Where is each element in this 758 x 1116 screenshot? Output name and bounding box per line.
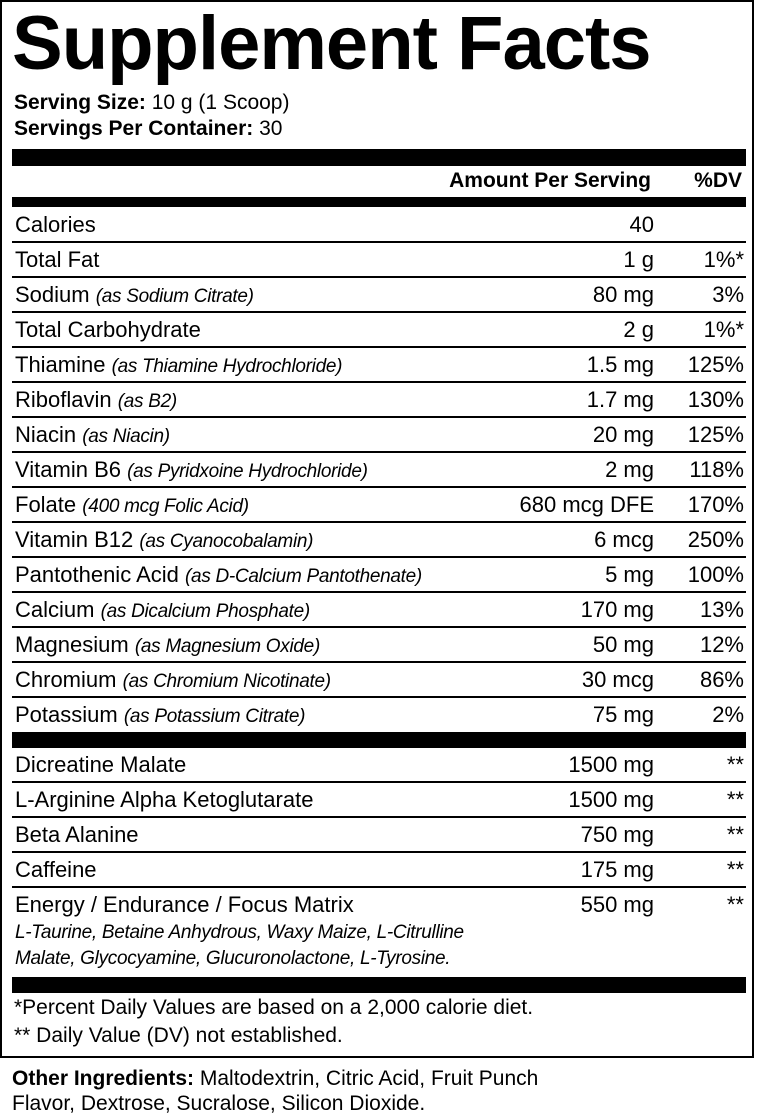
nutrient-amount: 680 mcg DFE	[519, 492, 654, 517]
nutrient-dv: 3%	[712, 282, 744, 307]
amount-per-serving-header: Amount Per Serving	[449, 169, 651, 192]
nutrient-name	[15, 628, 320, 664]
nutrient-name	[15, 348, 342, 384]
table-row	[12, 453, 746, 488]
nutrient-amount: 30 mcg	[581, 667, 654, 692]
nutrient-label: Total Fat	[15, 247, 100, 272]
nutrient-name: Energy / Endurance / Focus Matrix	[15, 892, 354, 917]
nutrient-source: (as Potassium Citrate)	[123, 706, 306, 727]
nutrient-source: (as D-Calcium Pantothenate)	[185, 566, 422, 587]
nutrient-source: (as B2)	[117, 391, 177, 412]
matrix-ingredients-line: Malate, Glycocyamine, Glucuronolactone, L-Tyrosine.	[15, 948, 451, 969]
nutrient-amount: 80 mg	[592, 282, 654, 307]
nutrient-label: Vitamin B6	[15, 457, 121, 482]
other-ingredients-label: Other Ingredients:	[12, 1067, 195, 1090]
table-row	[12, 558, 746, 593]
nutrient-amount: 170 mg	[580, 597, 654, 622]
nutrient-amount: 40	[629, 212, 654, 237]
nutrient-amount: 20 mg	[592, 422, 654, 447]
table-row	[12, 243, 746, 278]
nutrient-amount: 5 mg	[605, 562, 654, 587]
nutrient-name: L-Arginine Alpha Ketoglutarate	[15, 787, 314, 812]
nutrient-name: Caffeine	[15, 857, 97, 882]
nutrient-name	[15, 663, 331, 699]
nutrient-amount: 75 mg	[592, 702, 654, 727]
nutrient-name	[15, 313, 201, 347]
nutrient-name	[15, 698, 305, 734]
nutrient-dv: **	[726, 752, 744, 777]
nutrient-label: Magnesium	[15, 632, 129, 657]
dv-header: %DV	[694, 169, 742, 192]
table-row	[12, 853, 746, 888]
other-ingredients-line	[12, 1066, 538, 1091]
nutrient-dv: 250%	[687, 527, 744, 552]
table-row	[12, 698, 746, 733]
table-row	[12, 313, 746, 348]
dv-footnote: *Percent Daily Values are based on a 2,000 calorie diet.	[14, 996, 534, 1019]
nutrient-source: (as Dicalcium Phosphate)	[100, 601, 310, 622]
nutrient-amount: 1500 mg	[568, 787, 654, 812]
nutrient-dv: 1%*	[703, 247, 744, 272]
nutrient-label: Calcium	[15, 597, 95, 622]
nutrient-label: Calories	[15, 212, 96, 237]
nutrient-label: Thiamine	[15, 352, 106, 377]
nutrient-dv: 13%	[699, 597, 744, 622]
nutrient-name	[15, 208, 96, 242]
nutrient-name	[15, 523, 313, 559]
nutrient-source: (400 mcg Folic Acid)	[82, 496, 249, 517]
nutrient-dv: 170%	[687, 492, 744, 517]
nutrient-label: Vitamin B12	[15, 527, 134, 552]
matrix-ingredients	[15, 920, 464, 972]
table-row	[12, 628, 746, 663]
nutrient-name	[15, 278, 254, 314]
nutrient-label: Folate	[15, 492, 77, 517]
nutrient-dv: 86%	[699, 667, 744, 692]
nutrient-dv: 12%	[699, 632, 744, 657]
nutrient-source: (as Thiamine Hydrochloride)	[111, 356, 343, 377]
table-row	[12, 208, 746, 243]
nutrient-dv: 118%	[689, 457, 744, 482]
nutrient-label: Total Carbohydrate	[15, 317, 201, 342]
nutrient-amount: 2 mg	[605, 457, 654, 482]
nutrient-name	[15, 453, 368, 489]
thick-divider	[12, 149, 746, 166]
nutrient-source: (as Chromium Nicotinate)	[122, 671, 331, 692]
nutrient-dv: 130%	[687, 387, 744, 412]
table-row-matrix	[12, 888, 746, 923]
serving-size-label: Serving Size:	[14, 91, 146, 114]
nutrient-dv: **	[726, 822, 744, 847]
not-established-footnote: ** Daily Value (DV) not established.	[14, 1024, 343, 1047]
nutrient-label: Sodium	[15, 282, 90, 307]
serving-size-value: 10 g (1 Scoop)	[145, 91, 290, 114]
nutrient-dv: 100%	[687, 562, 744, 587]
other-ingredients	[12, 1066, 538, 1116]
nutrient-amount: 1.7 mg	[586, 387, 654, 412]
thick-divider	[12, 977, 746, 993]
nutrient-amount: 50 mg	[592, 632, 654, 657]
nutrient-dv: **	[726, 787, 744, 812]
nutrient-source: (as Sodium Citrate)	[95, 286, 254, 307]
page-title: Supplement Facts	[12, 1, 651, 86]
nutrient-label: Niacin	[15, 422, 77, 447]
table-row	[12, 418, 746, 453]
table-row	[12, 488, 746, 523]
servings-per-container	[14, 117, 282, 141]
nutrient-amount: 1500 mg	[568, 752, 654, 777]
thick-divider	[12, 732, 746, 748]
nutrient-name	[15, 593, 310, 629]
nutrient-name	[15, 383, 177, 419]
nutrient-amount: 750 mg	[580, 822, 654, 847]
table-row	[12, 383, 746, 418]
medium-divider	[12, 197, 746, 207]
nutrient-label: Riboflavin	[15, 387, 112, 412]
nutrient-label: Chromium	[15, 667, 117, 692]
nutrient-label: Potassium	[15, 702, 118, 727]
nutrient-dv: 125%	[687, 422, 744, 447]
nutrient-dv: 2%	[712, 702, 744, 727]
nutrient-source: (as Cyanocobalamin)	[139, 531, 314, 552]
servings-per-container-label: Servings Per Container:	[14, 117, 254, 140]
nutrient-label: Pantothenic Acid	[15, 562, 179, 587]
table-row	[12, 818, 746, 853]
table-row	[12, 523, 746, 558]
matrix-ingredients-line: L-Taurine, Betaine Anhydrous, Waxy Maize, L-Citrulline	[15, 922, 464, 943]
table-row	[12, 593, 746, 628]
nutrient-name	[15, 488, 249, 524]
other-ingredients-line: Flavor, Dextrose, Sucralose, Silicon Dioxide.	[12, 1092, 426, 1115]
nutrient-source: (as Magnesium Oxide)	[134, 636, 320, 657]
serving-size	[14, 91, 289, 115]
servings-per-container-value: 30	[253, 117, 283, 140]
nutrient-dv: 1%*	[703, 317, 744, 342]
other-ingredients-text: Maltodextrin, Citric Acid, Fruit Punch	[194, 1067, 539, 1090]
nutrient-name: Beta Alanine	[15, 822, 139, 847]
nutrient-name: Dicreatine Malate	[15, 752, 187, 777]
nutrient-amount: 175 mg	[580, 857, 654, 882]
nutrient-amount: 6 mcg	[594, 527, 654, 552]
nutrient-dv: **	[726, 892, 744, 917]
nutrient-name	[15, 243, 99, 277]
nutrient-amount: 550 mg	[580, 892, 654, 917]
nutrient-amount: 1.5 mg	[586, 352, 654, 377]
nutrient-dv: **	[726, 857, 744, 882]
table-row	[12, 663, 746, 698]
table-row	[12, 348, 746, 383]
nutrient-name	[15, 418, 170, 454]
nutrient-dv: 125%	[687, 352, 744, 377]
table-row	[12, 783, 746, 818]
nutrient-amount: 2 g	[623, 317, 654, 342]
table-row	[12, 748, 746, 783]
nutrient-source: (as Pyridxoine Hydrochloride)	[127, 461, 368, 482]
nutrient-name	[15, 558, 422, 594]
nutrient-source: (as Niacin)	[82, 426, 170, 447]
table-row	[12, 278, 746, 313]
nutrient-amount: 1 g	[623, 247, 654, 272]
